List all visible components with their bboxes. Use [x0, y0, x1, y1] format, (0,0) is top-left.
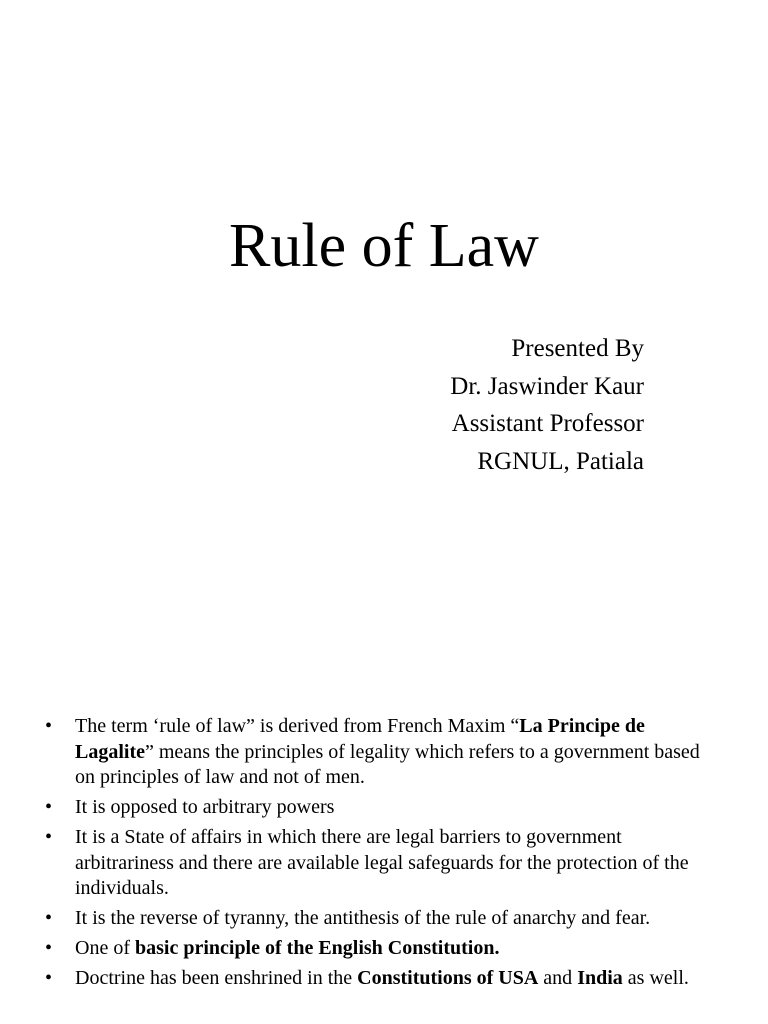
bullet-bold-text: basic principle of the English Constitution. — [134, 937, 500, 959]
bullet-text: ” means the principles of legality which refers to a government based on principles of law and not of men. — [75, 740, 700, 788]
bullet-text: It is a State of affairs in which there are legal barriers to government arbitrariness and there are available legal safeguards for the protection of the individuals. — [75, 826, 689, 899]
content-slide — [0, 690, 768, 1024]
slide-title: Rule of Law — [229, 212, 539, 280]
bullet-text: It is the reverse of tyranny, the antithesis of the rule of anarchy and fear. — [75, 907, 651, 929]
bullet-text: One of — [75, 937, 135, 959]
bullet-item-constitutions — [75, 966, 715, 992]
bullet-item-derivation — [75, 714, 715, 791]
presenter-name: Dr. Jaswinder Kaur — [450, 372, 644, 400]
presenter-block — [450, 330, 644, 480]
bullet-bold-text: Constitutions of USA — [357, 967, 539, 989]
bullet-item-english-constitution — [75, 936, 715, 962]
presenter-designation: Assistant Professor — [451, 410, 644, 437]
presenter-institution: RGNUL, Patiala — [477, 447, 644, 475]
presented-by-line: Presented By — [511, 335, 644, 362]
bullet-item-arbitrary-powers — [75, 795, 715, 821]
bullet-bold-text: India — [577, 967, 623, 989]
bullet-text: The term ‘rule of law” is derived from French Maxim “ — [75, 715, 520, 737]
bullet-item-state-of-affairs — [75, 825, 715, 902]
bullet-bold-text: La Principe de Lagalite — [75, 715, 645, 763]
bullet-item-reverse-of-tyranny — [75, 906, 715, 932]
bullet-list — [75, 714, 715, 996]
bullet-text: Doctrine has been enshrined in the — [75, 967, 358, 989]
bullet-text: as well. — [622, 967, 689, 989]
bullet-text: and — [538, 967, 578, 989]
bullet-text: It is opposed to arbitrary powers — [75, 796, 335, 818]
